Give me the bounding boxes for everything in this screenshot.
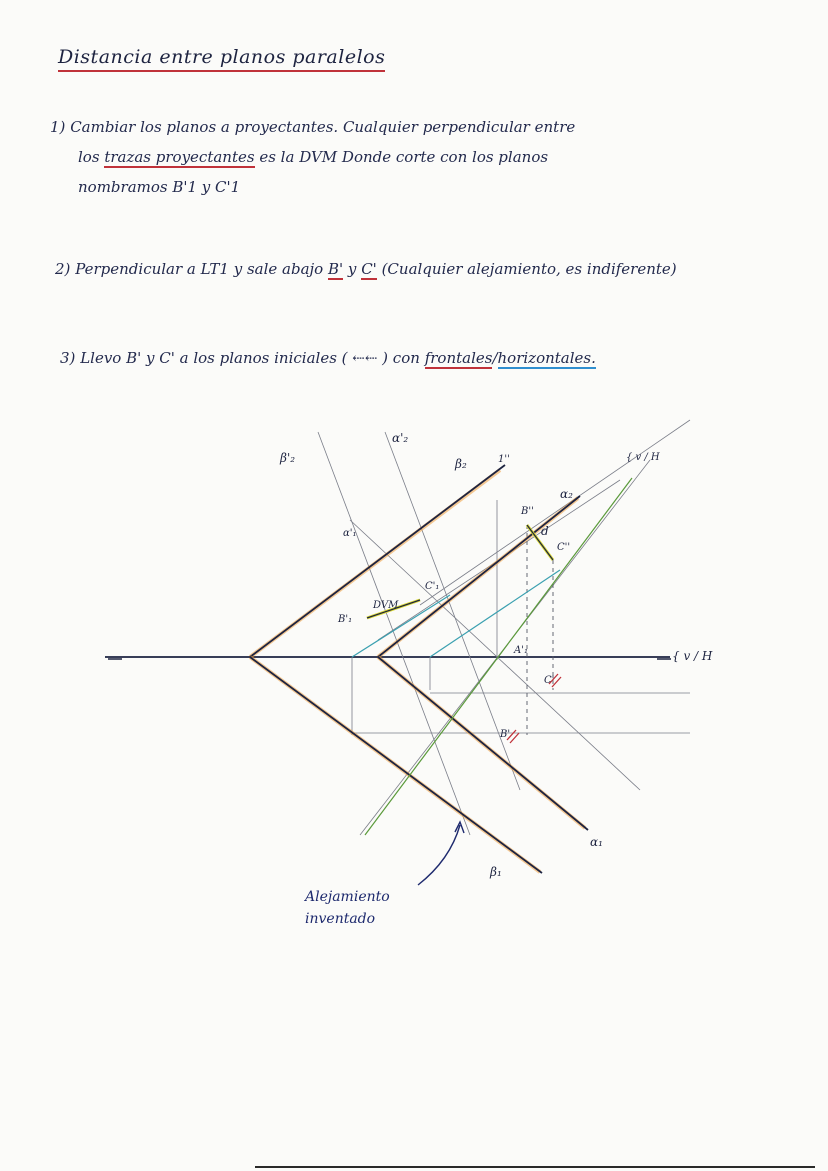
annotation-note-line-2: inventado [305,911,376,927]
step-3-text-a: Llevo B' y C' a los planos iniciales ( ⇠⇠ ) con [80,349,420,367]
beta1-trace [250,657,542,873]
step-1-number: 1) [50,118,66,136]
step-1-text-a: Cambiar los planos a proyectantes. Cualquier perpendicular entre [70,118,576,136]
label-lt-marks-upper: { v / H [626,452,660,463]
step-1-underlined: trazas proyectantes [104,148,255,166]
label-c1: C'₁ [425,581,440,592]
label-bp: B' [500,729,511,740]
step-3-frontales: frontales [424,349,493,367]
page-title: Distancia entre planos paralelos [58,46,385,72]
bottom-rule [255,1166,815,1168]
label-d: d [541,524,549,538]
step-2-text-y: y [347,260,357,278]
label-alpha1: α₁ [590,835,603,849]
label-lt-marks: { v / H [672,649,713,663]
annotation-arrow [418,825,460,885]
label-cpp: C'' [557,542,571,553]
label-beta2-prime: β'₂ [280,451,296,465]
label-cp: C' [544,675,555,686]
step-2-number: 2) [55,260,71,278]
step-2-text-b: (Cualquier alejamiento, es indiferente) [381,260,677,278]
label-alpha1-prime: α'₁ [343,528,357,539]
step-2-text-a: Perpendicular a LT1 y sale abajo [75,260,324,278]
teal-line-2 [430,570,560,657]
label-beta1: β₁ [490,865,502,879]
step-3-slash: / [492,349,498,367]
label-1dd: 1'' [498,454,510,465]
label-alpha2-prime: α'₂ [392,431,409,445]
step-1-text-b: los [78,148,100,166]
step-2-cprime: C' [361,260,377,278]
construction-lines [318,420,690,835]
label-a1: A'₁ [514,645,528,656]
label-b1: B'₁ [338,614,353,625]
step-1-text-c: es la DVM Donde corte con los planos [259,148,549,166]
label-beta2: β₂ [455,457,467,471]
step-3-horizontales: horizontales. [497,349,596,367]
annotation-note [305,886,390,930]
annotation-note-line-1: Alejamiento [305,889,390,905]
step-2-bprime: B' [327,260,344,278]
step-3-number: 3) [60,349,76,367]
teal-line-1 [352,595,450,657]
label-alpha2: α₂ [560,487,573,501]
label-bpp: B'' [521,506,534,517]
step-1-text-d: nombramos B'1 y C'1 [78,178,241,196]
label-dvm: DVM [373,600,399,611]
